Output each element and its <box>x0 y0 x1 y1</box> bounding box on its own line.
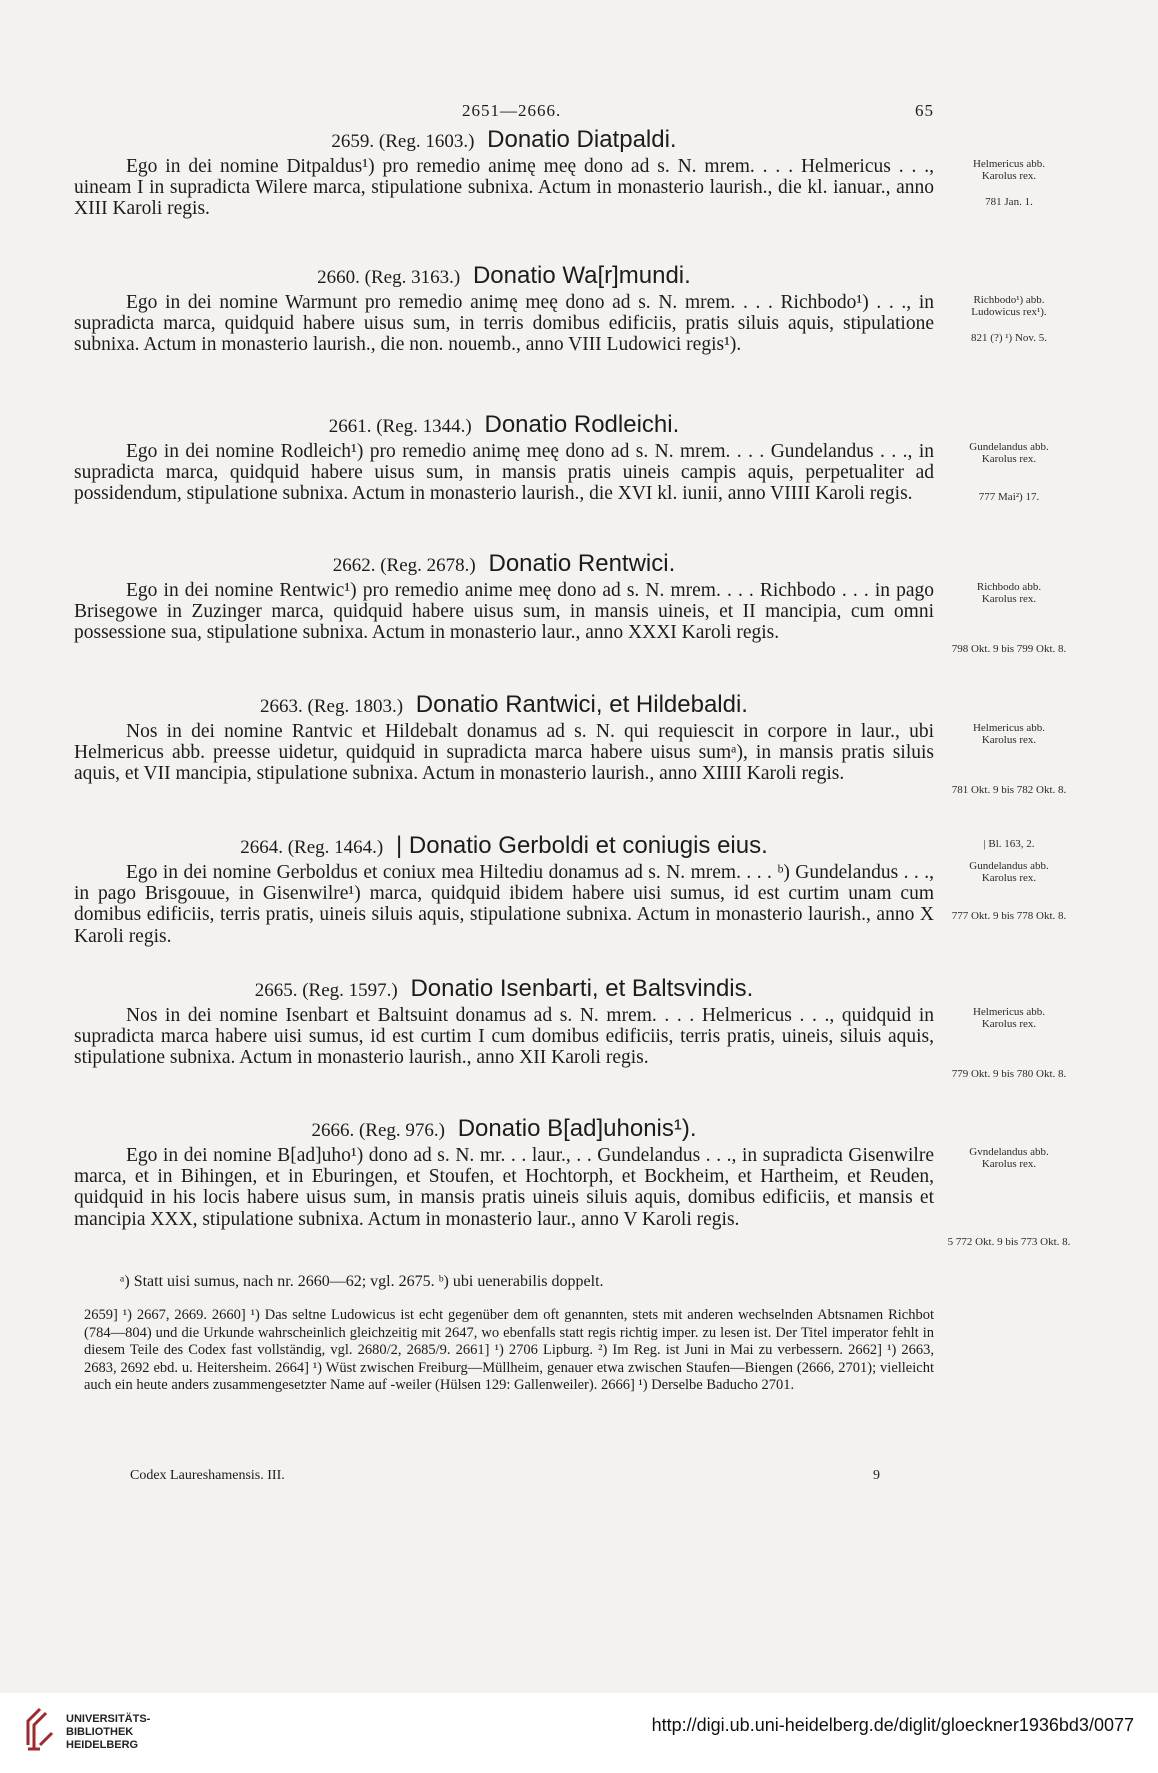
signature-number: 9 <box>873 1468 880 1483</box>
margin-note-2663 <box>944 722 1074 796</box>
margin-king: Karolus rex. <box>981 734 1037 746</box>
entry-2665 <box>74 975 934 1069</box>
margin-date: 781 Okt. 9 bis 782 Okt. 8. <box>951 784 1067 796</box>
margin-date: 779 Okt. 9 bis 780 Okt. 8. <box>951 1068 1067 1080</box>
entry-heading <box>74 691 934 721</box>
entry-reg: (Reg. 1603.) <box>378 131 475 152</box>
margin-king: Karolus rex. <box>981 170 1037 182</box>
entry-heading <box>74 975 934 1005</box>
margin-note-2660 <box>944 294 1074 344</box>
entry-title: Donatio Wa[r]mundi. <box>472 262 691 289</box>
source-url-link[interactable]: http://digi.ub.uni-heidelberg.de/diglit/gloeckner1936bd3/0077 <box>651 1715 1134 1735</box>
margin-king: Karolus rex. <box>981 593 1037 605</box>
entry-title: Donatio Isenbarti, et Baltsvindis. <box>410 975 754 1002</box>
entry-text: Ego in dei nomine Ditpaldus¹) pro remedio animę meę dono ad s. N. mrem. . . . Helmericus . . ., uineam I in supradicta Wilere marca, stipulatione subnixa. Actum in monasterio laurish., die kl. ianuar., anno XIII Karoli regis. <box>74 156 934 220</box>
entry-title: Donatio Diatpaldi. <box>487 126 677 153</box>
margin-king: Karolus rex. <box>981 453 1037 465</box>
entry-number: 2664. <box>240 837 283 858</box>
entry-title: Donatio Rantwici, et Hildebaldi. <box>415 691 748 718</box>
printer-signature <box>130 1468 880 1484</box>
entry-title: | Donatio Gerboldi et coniugis eius. <box>395 832 768 859</box>
margin-note-2659 <box>944 158 1074 208</box>
margin-king: Karolus rex. <box>981 872 1037 884</box>
entry-number: 2666. <box>311 1120 355 1141</box>
margin-note-2666 <box>944 1146 1074 1248</box>
entry-2664 <box>74 832 934 947</box>
entry-title: Donatio B[ad]uhonis¹). <box>457 1115 697 1142</box>
entry-text: Ego in dei nomine Warmunt pro remedio animę meę dono ad s. N. mrem. . . . Richbodo¹) . . ., in supradicta marca, quidquid habere uisus sum, in terris domibus edificiis, pratis siluis aquis, stipulatione subnixa. Actum in monasterio laurish., die non. nouemb., anno VIII Ludowici regis¹). <box>74 292 934 356</box>
margin-folio: | Bl. 163, 2. <box>983 838 1035 850</box>
margin-abbot: Helmericus abb. <box>972 158 1046 170</box>
entry-text: Ego in dei nomine Rentwic¹) pro remedio anime meę dono ad s. N. mrem. . . . Richbodo . . . in pago Brisegowe in Zuzinger marca, quidquid habere uisus sum, in mansis uineis, et II mancipia, cum omni possessione sua, stipulatione subnixa. Actum in monasterio laur., anno XXXI Karoli regis. <box>74 580 934 644</box>
entry-heading <box>74 1115 934 1145</box>
library-line-3: HEIDELBERG <box>66 1739 139 1751</box>
margin-abbot: Gvndelandus abb. <box>969 1146 1049 1158</box>
margin-abbot: Helmericus abb. <box>972 1006 1046 1018</box>
margin-abbot: Helmericus abb. <box>972 722 1046 734</box>
entry-text: Ego in dei nomine Gerboldus et coniux mea Hiltediu donamus ad s. N. mrem. . . . ᵇ) Gundelandus . . ., in pago Brisgouue, in Gisenwilre¹) marca, quidquid ibidem habere uisi sumus, id est curtim unam cum domibus edificiis, terris pratis, uineis siluis aquis, stipulatione subnixa. Actum in monasterio laurish., anno X Karoli regis. <box>74 862 934 947</box>
entry-title: Donatio Rentwici. <box>488 550 676 577</box>
entry-number: 2661. <box>328 416 372 437</box>
footnote-commentary: 2659] ¹) 2667, 2669. 2660] ¹) Das seltne Ludowicus ist echt gegenüber dem oft genannten, stets mit anderen wechselnden Abtsnamen Richbot (784—804) und die Urkunde wahrscheinlich gleichzeitig mit 2647, wo ebenfalls statt regis richtig imper. zu lesen ist. Der Titel imperator fehlt in diesem Teile des Codex fast vollständig, vgl. 2680/2, 2685/9. 2661] ¹) 2706 Lipburg. ²) Im Reg. ist Juni in Mai zu verbessern. 2662] ¹) 2663, 2683, 2692 ebd. u. Heitersheim. 2664] ¹) Wüst zwischen Freiburg—Müllheim, genauer etwa zwischen Staufen—Biengen (2666, 2701); vielleicht auch ein heute anders zusammengesetzter Name auf -weiler (Hülsen 129: Gallenweiler). 2666] ¹) Derselbe Baducho 2701. <box>84 1307 934 1393</box>
entry-number: 2660. <box>317 267 360 288</box>
entry-2659 <box>74 126 934 220</box>
digitization-footer <box>0 1693 1158 1773</box>
page-range: 2651—2666. <box>462 101 562 120</box>
margin-note-2661 <box>944 441 1074 503</box>
margin-abbot: Richbodo¹) abb. <box>973 294 1045 306</box>
margin-date: 5 772 Okt. 9 bis 773 Okt. 8. <box>947 1236 1071 1248</box>
entry-2663 <box>74 691 934 785</box>
entry-2662 <box>74 550 934 644</box>
entry-heading <box>74 832 934 862</box>
entry-reg: (Reg. 3163.) <box>364 267 461 288</box>
margin-note-2662 <box>944 581 1074 655</box>
entry-heading <box>74 126 934 156</box>
entry-text: Nos in dei nomine Isenbart et Baltsuint donamus ad s. N. mrem. . . . Helmericus . . ., quidquid in supradicta marca habere uisi sumus, id est curtim I cum domibus edificiis, terris pratis, uineis, siluis aquis, stipulatione subnixa. Actum in monasterio laurish., anno XII Karoli regis. <box>74 1005 934 1069</box>
entry-number: 2662. <box>332 555 376 576</box>
margin-king: Ludowicus rex¹). <box>971 306 1047 318</box>
entry-heading <box>74 411 934 441</box>
margin-date: 821 (?) ¹) Nov. 5. <box>971 332 1047 344</box>
entry-reg: (Reg. 1803.) <box>307 696 404 717</box>
entry-heading <box>74 262 934 292</box>
margin-abbot: Gundelandus abb. <box>969 860 1049 872</box>
margin-king: Karolus rex. <box>981 1158 1037 1170</box>
entry-text: Nos in dei nomine Rantvic et Hildebalt donamus ad s. N. qui requiescit in corpore in laur., ubi Helmericus abb. preesse uidetur, quidquid in supradicta marca habere uisus sumᵃ), in mansis pratis siluis aquis, et VII mancipia, stipulatione subnixa. Actum in monasterio laurish., anno XIIII Karoli regis. <box>74 721 934 785</box>
entry-reg: (Reg. 1464.) <box>287 837 384 858</box>
margin-abbot: Gundelandus abb. <box>969 441 1049 453</box>
margin-abbot: Richbodo abb. <box>976 581 1042 593</box>
margin-date: 781 Jan. 1. <box>985 196 1033 208</box>
entry-number: 2663. <box>260 696 303 717</box>
margin-note-2665 <box>944 1006 1074 1080</box>
margin-note-2664 <box>944 838 1074 922</box>
entry-title: Donatio Rodleichi. <box>484 411 680 438</box>
entry-2660 <box>74 262 934 356</box>
margin-date: 798 Okt. 9 bis 799 Okt. 8. <box>951 643 1067 655</box>
entry-number: 2659. <box>331 131 375 152</box>
library-line-2: BIBLIOTHEK <box>66 1726 134 1738</box>
entry-heading <box>74 550 934 580</box>
entry-reg: (Reg. 2678.) <box>380 555 476 576</box>
margin-date: 777 Okt. 9 bis 778 Okt. 8. <box>951 910 1067 922</box>
entry-2666 <box>74 1115 934 1230</box>
margin-date: 777 Mai²) 17. <box>978 491 1040 503</box>
margin-king: Karolus rex. <box>981 1018 1037 1030</box>
entry-text: Ego in dei nomine B[ad]uho¹) dono ad s. N. mr. . . laur., . . Gundelandus . . ., in supradicta Gisenwilre marca, et in Bihingen, et in Eburingen, et Stoufen, et Hochtorph, et Bockheim, et Hartheim, et Reuden, quidquid in his locis habere uisus sum, in mansis pratis uineis siluis aquis, domibus edificiis, et mansis et mancipia XXX, stipulatione subnixa. Actum in monasterio laur., anno V Karoli regis. <box>74 1145 934 1230</box>
entry-reg: (Reg. 1344.) <box>376 416 472 437</box>
library-logo-icon <box>24 1705 64 1753</box>
library-name <box>66 1713 150 1752</box>
library-line-1: UNIVERSITÄTS- <box>66 1713 151 1725</box>
footnote-text-critical: ᵃ) Statt uisi sumus, nach nr. 2660—62; vgl. 2675. ᵇ) ubi uenerabilis doppelt. <box>120 1273 604 1290</box>
entry-reg: (Reg. 1597.) <box>302 980 398 1001</box>
entry-reg: (Reg. 976.) <box>358 1120 445 1141</box>
page-number: 65 <box>915 101 934 120</box>
entry-2661 <box>74 411 934 505</box>
signature-title: Codex Laureshamensis. III. <box>130 1468 285 1483</box>
entry-text: Ego in dei nomine Rodleich¹) pro remedio animę meę dono ad s. N. mrem. . . . Gundelandus . . ., in supradicta marca, quidquid habere uisus sum, in mansis pratis uineis campis aquis, perpetualiter ad possidendum, stipulatione subnixa. Actum in monasterio laurish., die XVI kl. iunii, anno VIIII Karoli regis. <box>74 441 934 505</box>
entry-number: 2665. <box>254 980 298 1001</box>
